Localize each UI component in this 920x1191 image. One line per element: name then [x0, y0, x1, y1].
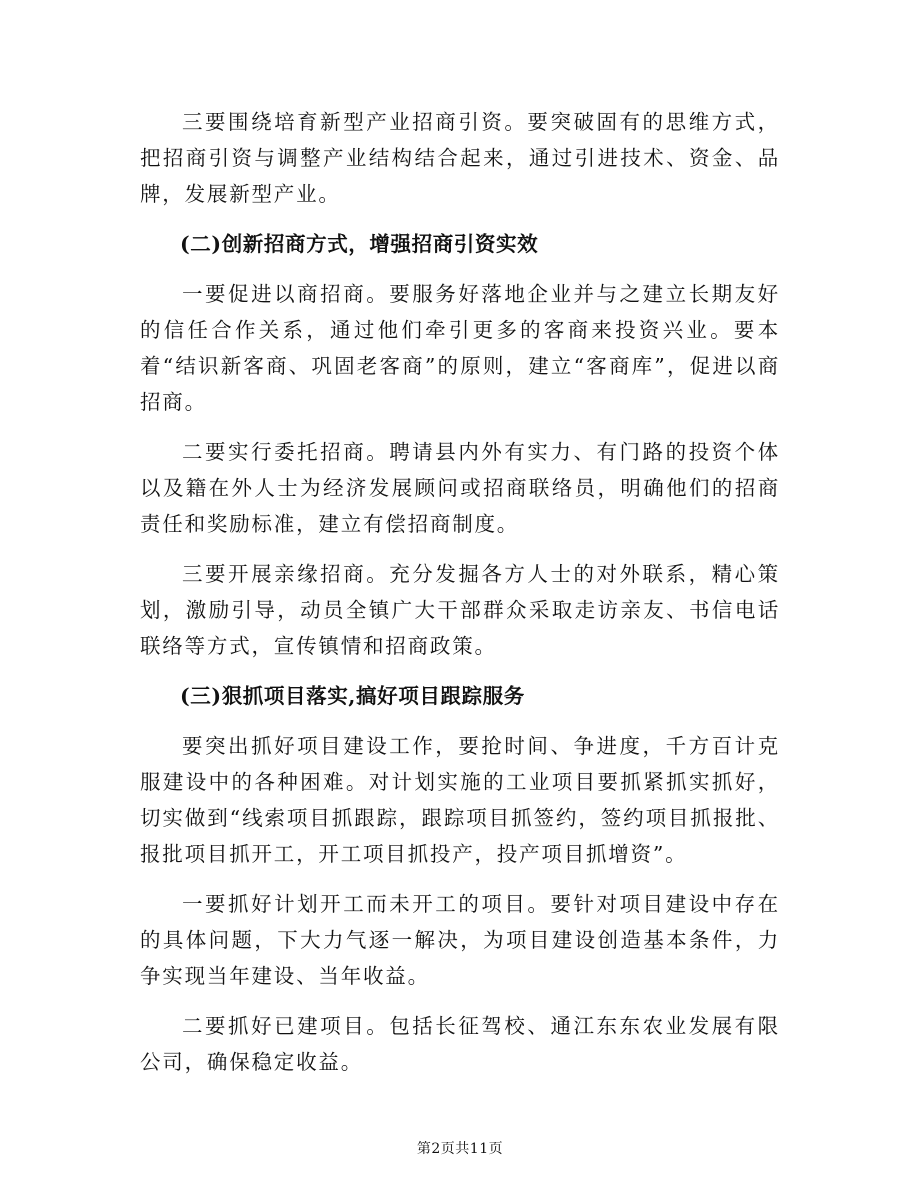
- paragraph-7: 二要抓好已建项目。包括长征驾校、通江东东农业发展有限公司，确保稳定收益。: [140, 1014, 780, 1074]
- section-heading-2: (二)创新招商方式，增强招商引资实效: [180, 232, 539, 256]
- page-number-footer: 第2页共11页: [416, 1141, 504, 1157]
- paragraph-5: 要突出抓好项目建设工作，要抢时间、争进度，千方百计克服建设中的各种困难。对计划实施的工业项目要抓紧抓实抓好，切实做到“线索项目抓跟踪，跟踪项目抓签约，签约项目抓报批、报批项目抓开工，开工项目抓投产，投产项目抓增资”。: [140, 734, 780, 866]
- section-heading-3: (三)狠抓项目落实,搞好项目跟踪服务: [180, 684, 525, 708]
- document-body: [140, 104, 780, 1094]
- paragraph-3: 二要实行委托招商。聘请县内外有实力、有门路的投资个体以及籍在外人士为经济发展顾问或招商联络员，明确他们的招商责任和奖励标准，建立有偿招商制度。: [140, 440, 780, 536]
- paragraph-2: 一要促进以商招商。要服务好落地企业并与之建立长期友好的信任合作关系，通过他们牵引更多的客商来投资兴业。要本着“结识新客商、巩固老客商”的原则，建立“客商库”，促进以商招商。: [140, 282, 780, 414]
- paragraph-4: 三要开展亲缘招商。充分发掘各方人士的对外联系，精心策划，激励引导，动员全镇广大干部群众采取走访亲友、书信电话联络等方式，宣传镇情和招商政策。: [140, 562, 780, 658]
- paragraph-6: 一要抓好计划开工而未开工的项目。要针对项目建设中存在的具体问题，下大力气逐一解决，为项目建设创造基本条件，力争实现当年建设、当年收益。: [140, 892, 780, 988]
- paragraph-1: 三要围绕培育新型产业招商引资。要突破固有的思维方式，把招商引资与调整产业结构结合起来，通过引进技术、资金、品牌，发展新型产业。: [140, 110, 780, 206]
